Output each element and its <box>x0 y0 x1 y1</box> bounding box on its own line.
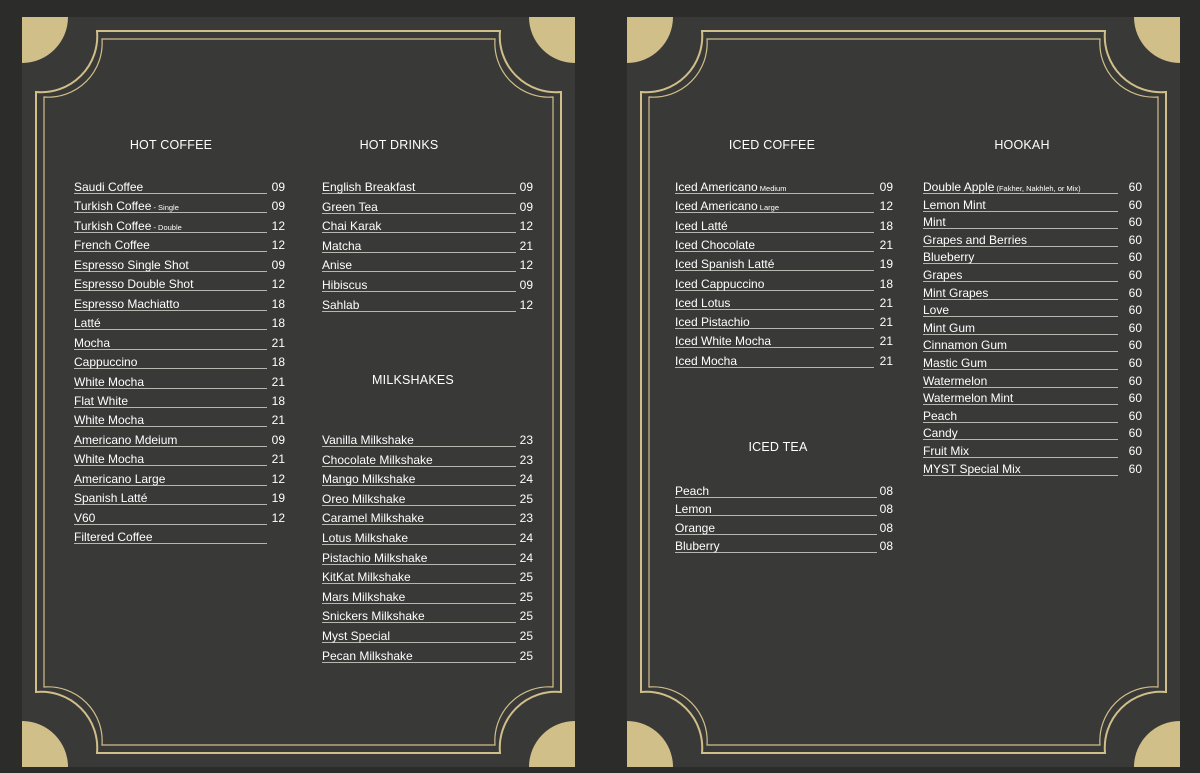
menu-item-name <box>74 375 144 389</box>
menu-item-size-note: Medium <box>757 184 787 193</box>
menu-item <box>923 409 1144 425</box>
menu-item-label: Watermelon <box>923 374 988 388</box>
menu-item-label: Green Tea <box>322 200 378 214</box>
menu-item-label: Anise <box>322 258 353 272</box>
menu-item-name <box>322 180 415 194</box>
menu-item <box>675 257 895 273</box>
menu-item-name <box>74 413 144 427</box>
menu-item-price: 60 <box>1128 409 1142 423</box>
menu-item-price: 60 <box>1128 303 1142 317</box>
menu-item-name <box>675 539 720 553</box>
menu-item-name <box>322 492 405 506</box>
menu-item <box>74 219 287 235</box>
menu-item-name <box>322 649 413 663</box>
menu-item-label: Iced White Mocha <box>675 334 772 348</box>
menu-item-label: Matcha <box>322 239 362 253</box>
menu-item-label: Pecan Milkshake <box>322 649 413 663</box>
menu-item <box>923 391 1144 407</box>
menu-item <box>322 433 535 449</box>
menu-item-label: Peach <box>675 484 710 498</box>
menu-item-label: Chai Karak <box>322 219 382 233</box>
menu-item-price: 08 <box>879 521 893 535</box>
menu-item-price: 60 <box>1128 338 1142 352</box>
menu-item-price: 18 <box>271 297 285 311</box>
menu-item-price: 12 <box>519 219 533 233</box>
menu-item <box>923 198 1144 214</box>
menu-item-price: 23 <box>519 511 533 525</box>
menu-item-price: 09 <box>519 278 533 292</box>
menu-item-name <box>923 391 1013 405</box>
menu-item <box>74 511 287 527</box>
menu-item <box>74 336 287 352</box>
menu-item-name <box>322 531 408 545</box>
menu-item-label: Iced Mocha <box>675 354 738 368</box>
menu-item <box>322 219 535 235</box>
menu-item-label: Espresso Single Shot <box>74 258 189 272</box>
menu-item-price: 60 <box>1128 233 1142 247</box>
menu-item-price: 60 <box>1128 426 1142 440</box>
menu-item-label: Iced Cappuccino <box>675 277 765 291</box>
menu-item <box>322 649 535 665</box>
menu-item-price: 60 <box>1128 268 1142 282</box>
menu-item <box>923 180 1144 196</box>
menu-item-price: 08 <box>879 502 893 516</box>
menu-item-price: 25 <box>519 609 533 623</box>
menu-item-size-note: (Fakher, Nakhleh, or Mix) <box>994 184 1081 193</box>
menu-page-left <box>22 17 575 767</box>
menu-item-price: 25 <box>519 570 533 584</box>
menu-item <box>74 433 287 449</box>
menu-item-label: Espresso Double Shot <box>74 277 194 291</box>
menu-item <box>923 268 1144 284</box>
menu-item-price: 21 <box>271 413 285 427</box>
section-title-milkshakes: MILKSHAKES <box>372 373 454 387</box>
menu-item-name <box>322 278 367 292</box>
menu-item-label: Snickers Milkshake <box>322 609 425 623</box>
menu-item-name <box>675 238 755 252</box>
menu-item-price: 12 <box>519 258 533 272</box>
menu-item-name <box>923 321 975 335</box>
menu-item <box>923 250 1144 266</box>
menu-item-name <box>675 219 728 233</box>
menu-item-label: Filtered Coffee <box>74 530 153 544</box>
menu-item-name <box>675 180 786 196</box>
menu-item <box>74 413 287 429</box>
menu-item-label: Cappuccino <box>74 355 138 369</box>
menu-item-label: Americano Mdeium <box>74 433 178 447</box>
dotted-leader-line <box>74 524 267 525</box>
menu-item-price: 08 <box>879 539 893 553</box>
menu-item <box>322 453 535 469</box>
menu-item-name <box>74 336 110 350</box>
menu-item <box>923 303 1144 319</box>
menu-item <box>74 472 287 488</box>
menu-item-price: 12 <box>519 298 533 312</box>
menu-item-name <box>675 257 774 271</box>
menu-item-name <box>923 303 949 317</box>
menu-item-name <box>923 374 987 388</box>
menu-item-label: Latté <box>74 316 101 330</box>
menu-item-label: Mint Gum <box>923 321 976 335</box>
menu-item-price: 60 <box>1128 321 1142 335</box>
menu-page-right <box>627 17 1180 767</box>
menu-item-name <box>322 433 414 447</box>
menu-item-name <box>923 462 1021 476</box>
menu-item-name <box>675 315 750 329</box>
menu-item-name <box>322 219 381 233</box>
menu-item <box>675 219 895 235</box>
menu-item-price: 25 <box>519 590 533 604</box>
menu-item-price: 60 <box>1128 198 1142 212</box>
menu-item-price: 60 <box>1128 444 1142 458</box>
menu-item-label: White Mocha <box>74 413 145 427</box>
menu-item-price: 60 <box>1128 356 1142 370</box>
menu-item <box>675 315 895 331</box>
menu-item-label: Sahlab <box>322 298 360 312</box>
menu-item-price: 19 <box>271 491 285 505</box>
menu-item <box>74 394 287 410</box>
section-title-hookah: HOOKAH <box>994 138 1050 152</box>
menu-item-label: Americano Large <box>74 472 166 486</box>
menu-item <box>923 286 1144 302</box>
menu-item-price: 09 <box>271 433 285 447</box>
menu-item-price: 19 <box>879 257 893 271</box>
menu-item-label: Mint Grapes <box>923 286 989 300</box>
menu-item <box>322 298 535 314</box>
menu-item <box>675 180 895 196</box>
menu-item-price: 09 <box>271 199 285 213</box>
menu-item <box>322 609 535 625</box>
menu-item-name <box>923 286 988 300</box>
menu-item <box>675 238 895 254</box>
menu-item <box>74 277 287 293</box>
menu-item <box>74 375 287 391</box>
menu-item-label: Grapes <box>923 268 963 282</box>
menu-item-price: 12 <box>271 472 285 486</box>
menu-item <box>74 297 287 313</box>
menu-item <box>322 551 535 567</box>
menu-item-label: Lemon Mint <box>923 198 986 212</box>
menu-item-name <box>923 180 1081 196</box>
section-title-iced-coffee: ICED COFFEE <box>728 138 816 152</box>
menu-item-price: 24 <box>519 531 533 545</box>
menu-item-name <box>923 338 1007 352</box>
menu-item-price: 18 <box>879 219 893 233</box>
menu-item-name <box>675 277 764 291</box>
menu-item-label: Lemon <box>675 502 712 516</box>
menu-item <box>74 491 287 507</box>
menu-item-name <box>74 277 193 291</box>
menu-item-price: 12 <box>879 199 893 213</box>
menu-item-label: Spanish Latté <box>74 491 148 505</box>
menu-item-price: 18 <box>271 355 285 369</box>
menu-item <box>923 321 1144 337</box>
menu-item-label: Saudi Coffee <box>74 180 144 194</box>
menu-item <box>923 338 1144 354</box>
menu-item-price: 60 <box>1128 180 1142 194</box>
menu-item <box>675 354 895 370</box>
menu-item-label: Pistachio Milkshake <box>322 551 428 565</box>
menu-item-label: White Mocha <box>74 375 145 389</box>
menu-item-label: Chocolate Milkshake <box>322 453 433 467</box>
menu-item-label: Turkish Coffee <box>74 219 152 233</box>
menu-item-label: White Mocha <box>74 452 145 466</box>
menu-item-label: Candy <box>923 426 958 440</box>
menu-item-name <box>322 239 361 253</box>
menu-item-label: Hibiscus <box>322 278 368 292</box>
menu-item-name <box>322 551 427 565</box>
menu-item-name <box>74 452 144 466</box>
menu-item <box>675 296 895 312</box>
menu-item-label: Cinnamon Gum <box>923 338 1008 352</box>
menu-item-name <box>675 521 715 535</box>
menu-item-label: Iced Latté <box>675 219 728 233</box>
menu-item-price: 21 <box>271 452 285 466</box>
section-title-hot-coffee: HOT COFFEE <box>129 138 213 152</box>
menu-item <box>675 199 895 215</box>
menu-item <box>923 444 1144 460</box>
menu-item-price: 21 <box>879 296 893 310</box>
menu-item <box>322 278 535 294</box>
menu-item-label: Iced Chocolate <box>675 238 756 252</box>
menu-item-name <box>675 199 779 215</box>
menu-item <box>923 215 1144 231</box>
menu-item <box>675 521 895 537</box>
menu-item-name <box>923 198 986 212</box>
menu-item-name <box>923 426 958 440</box>
menu-item-label: MYST Special Mix <box>923 462 1021 476</box>
menu-item <box>74 258 287 274</box>
menu-item-name <box>923 250 974 264</box>
menu-item-price: 60 <box>1128 286 1142 300</box>
menu-item-name <box>923 215 946 229</box>
menu-item-price: 60 <box>1128 374 1142 388</box>
menu-item-label: Double Apple <box>923 180 995 194</box>
menu-item-price: 18 <box>271 316 285 330</box>
menu-item-label: Watermelon Mint <box>923 391 1014 405</box>
menu-item-name <box>74 491 147 505</box>
menu-item <box>74 452 287 468</box>
menu-item <box>322 180 535 196</box>
menu-item-name <box>74 219 182 235</box>
menu-item-name <box>322 453 433 467</box>
menu-item-label: Vanilla Milkshake <box>322 433 414 447</box>
menu-item-price: 21 <box>879 334 893 348</box>
menu-item-label: Iced Americano <box>675 199 758 213</box>
menu-item-price: 24 <box>519 472 533 486</box>
menu-item <box>923 374 1144 390</box>
menu-item-price: 09 <box>519 200 533 214</box>
menu-item-name <box>322 298 359 312</box>
menu-item-name <box>74 238 150 252</box>
menu-item <box>74 238 287 254</box>
menu-item <box>675 334 895 350</box>
menu-item-price: 21 <box>879 238 893 252</box>
menu-item <box>322 531 535 547</box>
menu-item-price: 09 <box>519 180 533 194</box>
menu-item-label: Mango Milkshake <box>322 472 416 486</box>
menu-item-name <box>322 570 411 584</box>
menu-item-label: Flat White <box>74 394 129 408</box>
menu-item <box>322 570 535 586</box>
menu-item-price: 18 <box>271 394 285 408</box>
menu-item <box>322 511 535 527</box>
menu-item-price: 21 <box>271 336 285 350</box>
menu-item <box>923 462 1144 478</box>
menu-item-name <box>74 433 177 447</box>
menu-item-price: 09 <box>271 180 285 194</box>
menu-item-price: 21 <box>879 315 893 329</box>
menu-item <box>322 239 535 255</box>
menu-item-label: V60 <box>74 511 96 525</box>
menu-item-price: 09 <box>271 258 285 272</box>
menu-item-size-note: Large <box>757 203 779 212</box>
menu-item-name <box>923 356 987 370</box>
menu-item-price: 23 <box>519 433 533 447</box>
menu-item-price: 18 <box>879 277 893 291</box>
menu-item-label: Mars Milkshake <box>322 590 406 604</box>
menu-item-name <box>923 409 957 423</box>
menu-item-price: 12 <box>271 238 285 252</box>
menu-item-price: 60 <box>1128 215 1142 229</box>
menu-item-label: Myst Special <box>322 629 391 643</box>
menu-item-name <box>74 355 137 369</box>
menu-item <box>675 277 895 293</box>
menu-item-label: Mint <box>923 215 946 229</box>
menu-item-price: 08 <box>879 484 893 498</box>
menu-item-name <box>74 258 189 272</box>
menu-item <box>74 199 287 215</box>
menu-item <box>322 472 535 488</box>
menu-item <box>923 426 1144 442</box>
menu-item <box>923 233 1144 249</box>
menu-item-name <box>322 511 424 525</box>
menu-item-price: 25 <box>519 492 533 506</box>
menu-item-label: French Coffee <box>74 238 150 252</box>
menu-item-name <box>675 502 712 516</box>
menu-item-name <box>322 609 425 623</box>
menu-item-name <box>675 484 709 498</box>
menu-item-name <box>322 258 352 272</box>
menu-item-price: 60 <box>1128 391 1142 405</box>
menu-item-price: 12 <box>271 219 285 233</box>
menu-item-name <box>74 394 128 408</box>
menu-item-size-note: - Double <box>151 223 182 232</box>
menu-item-label: Oreo Milkshake <box>322 492 406 506</box>
menu-item-name <box>923 268 962 282</box>
menu-item-name <box>322 200 378 214</box>
menu-item-price: 21 <box>271 375 285 389</box>
menu-item <box>74 180 287 196</box>
menu-item-name <box>322 472 415 486</box>
menu-item-name <box>675 354 737 368</box>
menu-item-name <box>923 233 1027 247</box>
menu-item-name <box>322 629 390 643</box>
menu-item <box>74 530 287 546</box>
menu-item <box>675 539 895 555</box>
dotted-leader-line <box>74 329 267 330</box>
menu-item-label: Lotus Milkshake <box>322 531 409 545</box>
menu-item-price: 60 <box>1128 250 1142 264</box>
menu-item <box>675 502 895 518</box>
menu-item-label: Turkish Coffee <box>74 199 152 213</box>
menu-item-price: 12 <box>271 511 285 525</box>
menu-item <box>322 200 535 216</box>
menu-item-label: Iced Lotus <box>675 296 731 310</box>
menu-item-label: KitKat Milkshake <box>322 570 411 584</box>
menu-item <box>675 484 895 500</box>
menu-item-name <box>74 316 101 330</box>
menu-item-label: Peach <box>923 409 958 423</box>
menu-item-price: 24 <box>519 551 533 565</box>
menu-item-price: 21 <box>519 239 533 253</box>
section-title-iced-tea: ICED TEA <box>748 440 808 454</box>
menu-item-name <box>74 511 95 525</box>
menu-item-label: Iced Americano <box>675 180 758 194</box>
menu-item-label: Grapes and Berries <box>923 233 1028 247</box>
menu-item-label: Espresso Machiatto <box>74 297 180 311</box>
menu-item-label: Fruit Mix <box>923 444 969 458</box>
menu-item-name <box>74 180 143 194</box>
menu-item-label: Iced Spanish Latté <box>675 257 775 271</box>
menu-item <box>322 629 535 645</box>
menu-item-label: Mocha <box>74 336 111 350</box>
menu-item-label: Love <box>923 303 950 317</box>
menu-item <box>322 590 535 606</box>
menu-item <box>322 258 535 274</box>
menu-item-label: Caramel Milkshake <box>322 511 425 525</box>
menu-item-name <box>923 444 969 458</box>
menu-item-price: 21 <box>879 354 893 368</box>
menu-item-price: 25 <box>519 649 533 663</box>
menu-item-label: Mastic Gum <box>923 356 988 370</box>
section-title-hot-drinks: HOT DRINKS <box>359 138 439 152</box>
menu-item-name <box>74 530 153 544</box>
dotted-leader-line <box>923 228 1118 229</box>
menu-item-name <box>675 296 730 310</box>
menu-item <box>322 492 535 508</box>
menu-item-price: 25 <box>519 629 533 643</box>
menu-item-name <box>74 472 165 486</box>
menu-item <box>74 316 287 332</box>
menu-item-label: Iced Pistachio <box>675 315 750 329</box>
menu-item-label: English Breakfast <box>322 180 416 194</box>
dotted-leader-line <box>923 316 1118 317</box>
menu-item-label: Orange <box>675 521 716 535</box>
menu-item-name <box>675 334 771 348</box>
menu-item <box>923 356 1144 372</box>
menu-item <box>74 355 287 371</box>
menu-item-label: Blueberry <box>923 250 975 264</box>
menu-item-price: 12 <box>271 277 285 291</box>
menu-item-price: 60 <box>1128 462 1142 476</box>
menu-item-price: 09 <box>879 180 893 194</box>
menu-item-name <box>74 199 179 215</box>
menu-item-name <box>74 297 179 311</box>
menu-item-price: 23 <box>519 453 533 467</box>
menu-item-size-note: - Single <box>151 203 179 212</box>
menu-item-label: Bluberry <box>675 539 720 553</box>
menu-item-name <box>322 590 405 604</box>
